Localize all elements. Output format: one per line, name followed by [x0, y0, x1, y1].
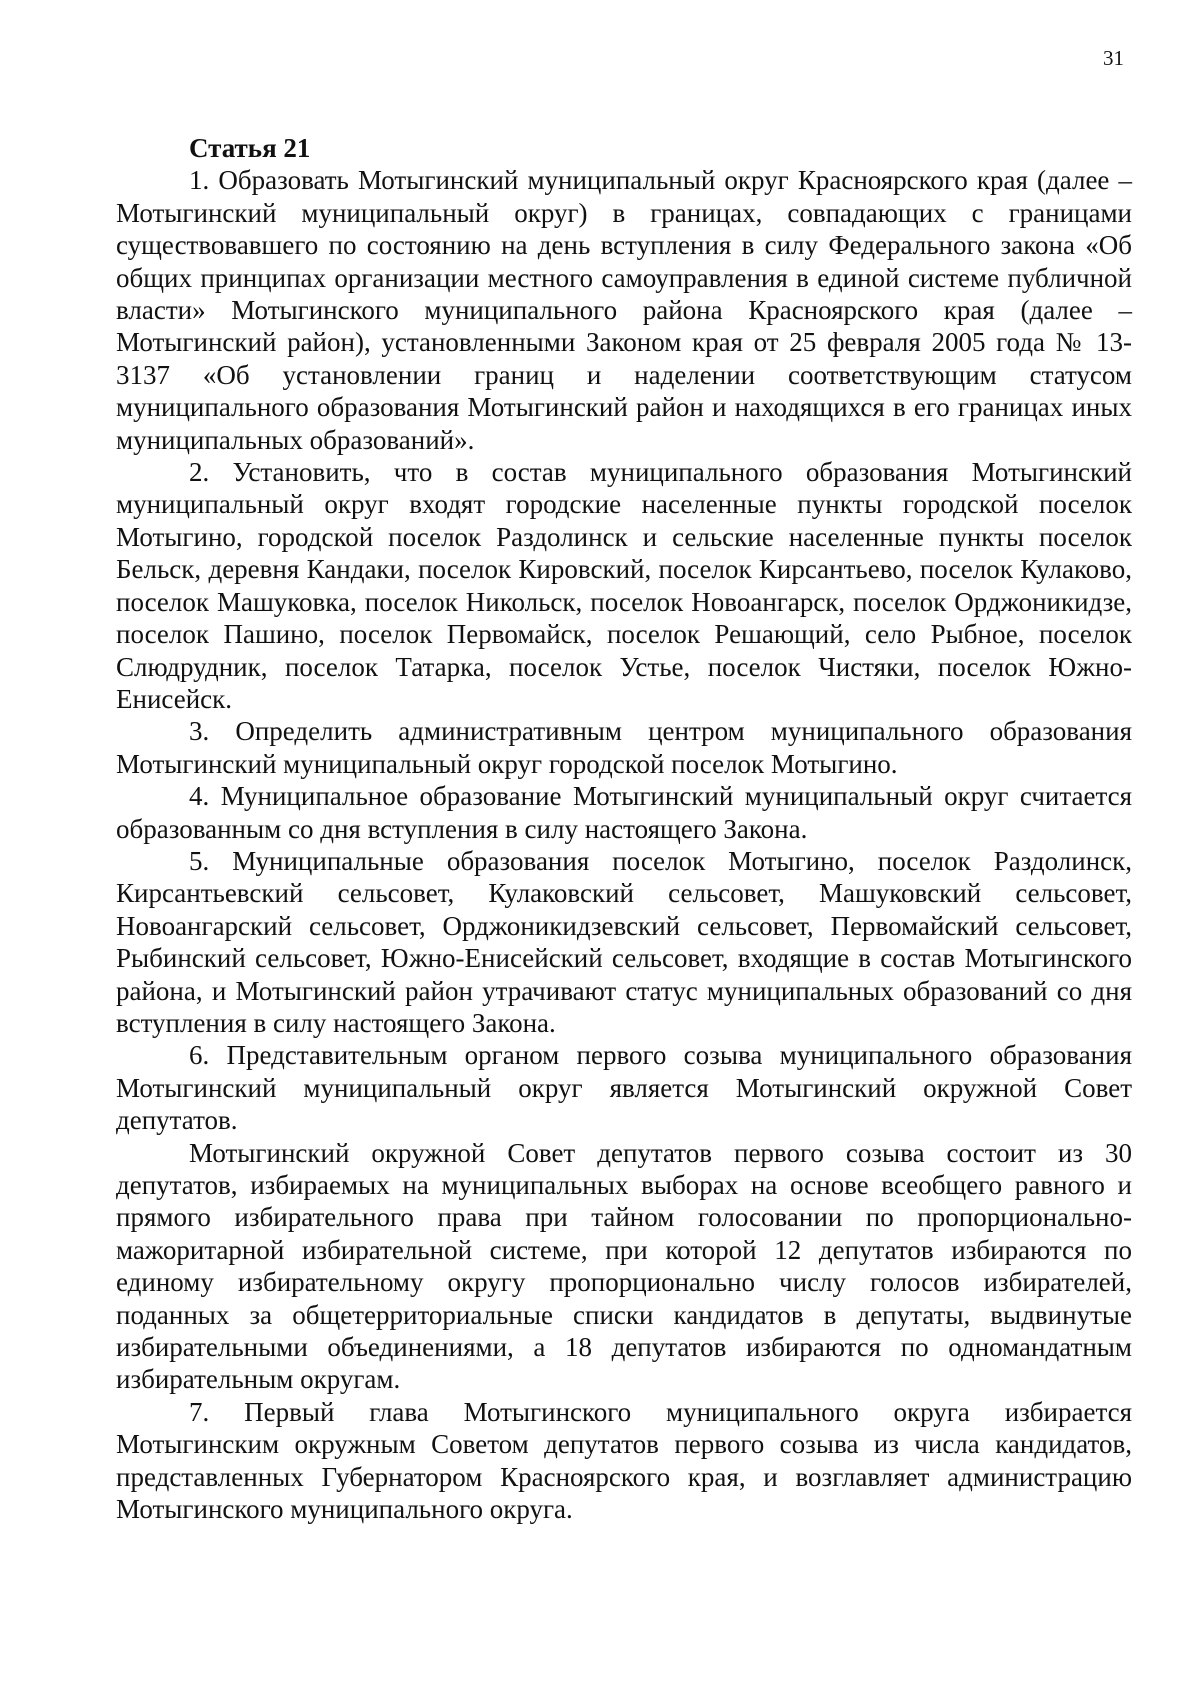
article-body: [116, 132, 1132, 1525]
paragraph-7: 7. Первый глава Мотыгинского муниципального округа избирается Мотыгинским окружным Советом депутатов первого созыва из числа кандидатов, представленных Губернатором Красноярского края, и возглавляет администрацию Мотыгинского муниципального округа.: [116, 1396, 1132, 1525]
paragraph-6-continued: Мотыгинский окружной Совет депутатов первого созыва состоит из 30 депутатов, избираемых на муниципальных выборах на основе всеобщего равного и прямого избирательного права при тайном голосовании по пропорционально-мажоритарной избирательной системе, при которой 12 депутатов избираются по единому избирательному округу пропорционально числу голосов избирателей, поданных за общетерриториальные списки кандидатов в депутаты, выдвинутые избирательными объединениями, а 18 депутатов избираются по одномандатным избирательным округам.: [116, 1137, 1132, 1395]
paragraph-6: 6. Представительным органом первого созыва муниципального образования Мотыгинский муниципальный округ является Мотыгинский окружной Совет депутатов.: [116, 1040, 1132, 1136]
paragraph-2: 2. Установить, что в состав муниципального образования Мотыгинский муниципальный округ входят городские населенные пункты городской поселок Мотыгино, городской поселок Раздолинск и сельские населенные пункты поселок Бельск, деревня Кандаки, поселок Кировский, поселок Кирсантьево, поселок Кулаково, поселок Машуковка, поселок Никольск, поселок Новоангарск, поселок Орджоникидзе, поселок Пашино, поселок Первомайск, поселок Решающий, село Рыбное, поселок Слюдрудник, поселок Татарка, поселок Устье, поселок Чистяки, поселок Южно-Енисейск.: [116, 457, 1132, 714]
paragraph-3: 3. Определить административным центром муниципального образования Мотыгинский муниципальный округ городской поселок Мотыгино.: [116, 716, 1132, 779]
paragraph-4: 4. Муниципальное образование Мотыгинский муниципальный округ считается образованным со дня вступления в силу настоящего Закона.: [116, 781, 1132, 844]
paragraph-5: 5. Муниципальные образования поселок Мотыгино, поселок Раздолинск, Кирсантьевский сельсовет, Кулаковский сельсовет, Машуковский сельсовет, Новоангарский сельсовет, Орджоникидзевский сельсовет, Первомайский сельсовет, Рыбинский сельсовет, Южно-Енисейский сельсовет, входящие в состав Мотыгинского района, и Мотыгинский район утрачивают статус муниципальных образований со дня вступления в силу настоящего Закона.: [116, 845, 1132, 1038]
article-title: Статья 21: [189, 133, 311, 163]
page-number: 31: [1103, 46, 1124, 70]
paragraph-1: 1. Образовать Мотыгинский муниципальный округ Красноярского края (далее – Мотыгинский муниципальный округ) в границах, совпадающих с границами существовавшего по состоянию на день вступления в силу Федерального закона «Об общих принципах организации местного самоуправления в единой системе публичной власти» Мотыгинского муниципального района Красноярского края (далее – Мотыгинский район), установленными Законом края от 25 февраля 2005 года № 13-3137 «Об установлении границ и наделении соответствующим статусом муниципального образования Мотыгинский район и находящихся в его границах иных муниципальных образований».: [116, 165, 1132, 455]
